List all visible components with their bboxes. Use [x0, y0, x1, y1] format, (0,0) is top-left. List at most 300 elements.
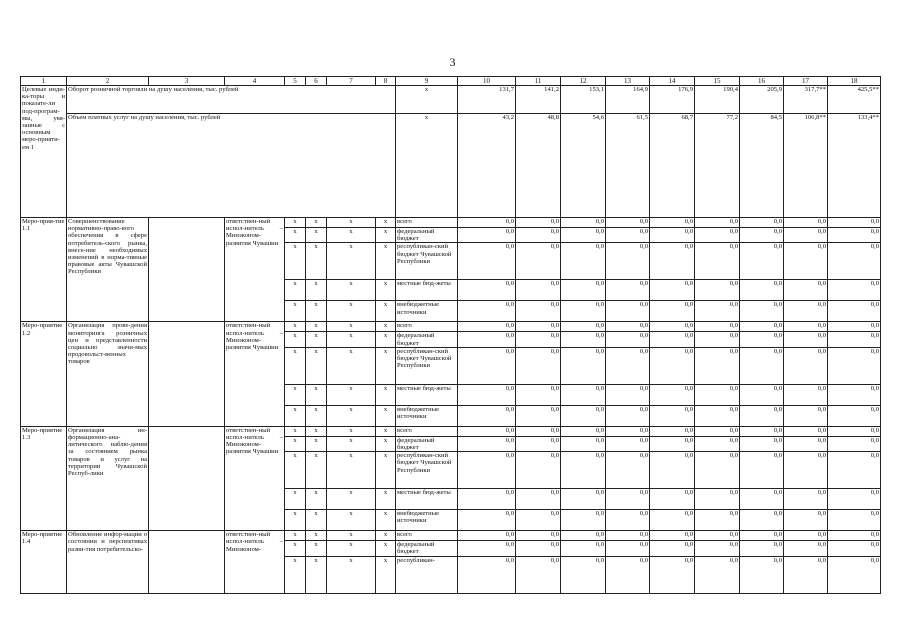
code-mark: x — [327, 510, 376, 531]
funding-source: федеральный бюджет — [396, 228, 458, 243]
activity-empty-cell — [149, 426, 225, 530]
funding-value: 0,0 — [650, 322, 695, 332]
funding-value: 0,0 — [828, 228, 881, 243]
funding-value: 0,0 — [516, 347, 561, 384]
funding-value: 0,0 — [695, 452, 740, 489]
code-mark: x — [327, 436, 376, 451]
funding-value: 0,0 — [695, 556, 740, 593]
funding-value: 0,0 — [561, 541, 606, 556]
activity-title: Совершенствование нормативно-право-вого обеспечения в сфере потребитель-ского рынка, внесе-ние необходимых изменений в норма-тивные правовые акты Чувашской Республики — [67, 218, 149, 322]
code-mark: x — [327, 489, 376, 510]
funding-source: федеральный бюджет — [396, 436, 458, 451]
funding-value: 0,0 — [606, 531, 650, 541]
code-mark: x — [376, 384, 396, 405]
column-number-row — [21, 77, 881, 86]
column-number: 8 — [376, 77, 396, 86]
indicator-value: 141,2 — [516, 86, 561, 114]
code-mark: x — [306, 452, 327, 489]
funding-value: 0,0 — [458, 347, 516, 384]
funding-value: 0,0 — [561, 243, 606, 280]
funding-value: 0,0 — [606, 384, 650, 405]
activity-title: Организация прове-дения мониторинга розничных цен и представленности социально значи-мых продовольст-венных товаров — [67, 322, 149, 426]
code-mark: x — [285, 556, 306, 593]
activity-title: Обновление инфор-мации о состоянии и перспективах разви-тия потребительско- — [67, 531, 149, 593]
column-number: 13 — [606, 77, 650, 86]
funding-value: 0,0 — [784, 405, 828, 426]
funding-value: 0,0 — [740, 228, 784, 243]
funding-value: 0,0 — [606, 405, 650, 426]
funding-value: 0,0 — [828, 541, 881, 556]
funding-value: 0,0 — [828, 510, 881, 531]
code-mark: x — [327, 243, 376, 280]
funding-value: 0,0 — [828, 452, 881, 489]
indicator-value: 317,7** — [784, 86, 828, 114]
funding-value: 0,0 — [784, 384, 828, 405]
funding-value: 0,0 — [828, 332, 881, 347]
code-mark: x — [306, 218, 327, 228]
funding-value: 0,0 — [650, 384, 695, 405]
funding-value: 0,0 — [784, 301, 828, 322]
code-mark: x — [306, 332, 327, 347]
funding-value: 0,0 — [740, 405, 784, 426]
code-mark: x — [376, 405, 396, 426]
code-mark: x — [306, 531, 327, 541]
funding-value: 0,0 — [784, 531, 828, 541]
code-mark: x — [327, 218, 376, 228]
funding-source: федеральный бюджет — [396, 541, 458, 556]
code-mark: x — [376, 347, 396, 384]
funding-source: местные бюд-жеты — [396, 384, 458, 405]
funding-value: 0,0 — [606, 301, 650, 322]
funding-value: 0,0 — [516, 228, 561, 243]
funding-value: 0,0 — [458, 436, 516, 451]
funding-value: 0,0 — [561, 218, 606, 228]
funding-value: 0,0 — [561, 347, 606, 384]
funding-value: 0,0 — [516, 405, 561, 426]
code-mark: x — [306, 556, 327, 593]
funding-value: 0,0 — [695, 322, 740, 332]
column-number: 6 — [306, 77, 327, 86]
funding-value: 0,0 — [561, 301, 606, 322]
funding-value: 0,0 — [695, 436, 740, 451]
funding-source: республикан-ский бюджет Чувашской Республики — [396, 243, 458, 280]
funding-value: 0,0 — [650, 280, 695, 301]
funding-value: 0,0 — [606, 510, 650, 531]
funding-value: 0,0 — [650, 489, 695, 510]
indicator-value: 61,5 — [606, 114, 650, 218]
funding-value: 0,0 — [784, 452, 828, 489]
code-mark: x — [376, 452, 396, 489]
page-number: 3 — [449, 55, 456, 69]
code-mark: x — [376, 322, 396, 332]
indicator-value: 68,7 — [650, 114, 695, 218]
funding-source: республикан- — [396, 556, 458, 593]
funding-value: 0,0 — [650, 426, 695, 436]
code-mark: x — [306, 541, 327, 556]
code-mark: x — [376, 426, 396, 436]
funding-value: 0,0 — [740, 489, 784, 510]
funding-value: 0,0 — [784, 243, 828, 280]
activity-label: Меро-приятие 1.4 — [21, 531, 67, 593]
indicator-value: 190,4 — [695, 86, 740, 114]
funding-source: федеральный бюджет — [396, 332, 458, 347]
funding-value: 0,0 — [740, 301, 784, 322]
code-mark: x — [306, 510, 327, 531]
funding-value: 0,0 — [740, 280, 784, 301]
funding-value: 0,0 — [606, 426, 650, 436]
funding-value: 0,0 — [650, 347, 695, 384]
funding-value: 0,0 — [650, 405, 695, 426]
column-number: 1 — [21, 77, 67, 86]
funding-value: 0,0 — [784, 347, 828, 384]
code-mark: x — [327, 541, 376, 556]
funding-value: 0,0 — [561, 228, 606, 243]
funding-value: 0,0 — [828, 347, 881, 384]
funding-value: 0,0 — [606, 218, 650, 228]
funding-source: всего — [396, 426, 458, 436]
code-mark: x — [306, 347, 327, 384]
code-mark: x — [376, 218, 396, 228]
code-mark: x — [327, 452, 376, 489]
funding-value: 0,0 — [695, 384, 740, 405]
indicator-value: 77,2 — [695, 114, 740, 218]
funding-value: 0,0 — [606, 243, 650, 280]
funding-value: 0,0 — [695, 243, 740, 280]
code-mark: x — [306, 243, 327, 280]
code-mark: x — [306, 405, 327, 426]
activity-label: Меро-приятие 1.3 — [21, 426, 67, 530]
indicator-value: 164,9 — [606, 86, 650, 114]
column-number: 5 — [285, 77, 306, 86]
funding-row — [21, 218, 881, 228]
funding-value: 0,0 — [740, 384, 784, 405]
funding-value: 0,0 — [740, 347, 784, 384]
funding-value: 0,0 — [458, 384, 516, 405]
funding-value: 0,0 — [650, 243, 695, 280]
code-mark: x — [327, 280, 376, 301]
funding-value: 0,0 — [561, 556, 606, 593]
column-number: 4 — [225, 77, 285, 86]
code-mark: x — [376, 541, 396, 556]
funding-value: 0,0 — [828, 218, 881, 228]
funding-value: 0,0 — [784, 436, 828, 451]
funding-value: 0,0 — [516, 332, 561, 347]
funding-value: 0,0 — [650, 436, 695, 451]
funding-source: республикан-ский бюджет Чувашской Республики — [396, 347, 458, 384]
funding-value: 0,0 — [828, 384, 881, 405]
funding-value: 0,0 — [784, 218, 828, 228]
funding-value: 0,0 — [516, 322, 561, 332]
funding-value: 0,0 — [784, 322, 828, 332]
activity-title: Организация ин-формационно-ана-литического наблю-дения за состоянием рынка товаров и услуг на территории Чувашской Респуб-лики — [67, 426, 149, 530]
funding-value: 0,0 — [740, 218, 784, 228]
code-mark: x — [306, 228, 327, 243]
funding-value: 0,0 — [458, 405, 516, 426]
code-mark: x — [327, 347, 376, 384]
activity-responsible: ответствен-ный испол-нитель – Минэконом-развития Чувашии — [225, 426, 285, 530]
code-mark: x — [306, 384, 327, 405]
code-mark: x — [376, 332, 396, 347]
indicator-value: 205,9 — [740, 86, 784, 114]
funding-value: 0,0 — [516, 384, 561, 405]
funding-value: 0,0 — [650, 510, 695, 531]
funding-value: 0,0 — [828, 531, 881, 541]
funding-value: 0,0 — [561, 531, 606, 541]
funding-value: 0,0 — [458, 556, 516, 593]
funding-value: 0,0 — [695, 228, 740, 243]
code-mark: x — [327, 531, 376, 541]
funding-value: 0,0 — [516, 301, 561, 322]
targets-label: Целевые инди-ка-торы и показате-ли под-програм-мы, увя-занные с основным меро-прияти-ем 1 — [21, 86, 67, 218]
funding-value: 0,0 — [695, 489, 740, 510]
indicator-value: 133,4** — [828, 114, 881, 218]
funding-source: всего — [396, 531, 458, 541]
indicator-value: 131,7 — [458, 86, 516, 114]
code-mark: x — [376, 531, 396, 541]
funding-value: 0,0 — [516, 280, 561, 301]
code-mark: x — [306, 436, 327, 451]
code-mark: x — [327, 301, 376, 322]
funding-value: 0,0 — [740, 436, 784, 451]
code-mark: x — [327, 426, 376, 436]
funding-value: 0,0 — [516, 510, 561, 531]
funding-value: 0,0 — [650, 301, 695, 322]
funding-row — [21, 531, 881, 541]
funding-value: 0,0 — [695, 301, 740, 322]
funding-value: 0,0 — [650, 218, 695, 228]
funding-value: 0,0 — [516, 243, 561, 280]
target-indicator-row — [21, 114, 881, 218]
funding-value: 0,0 — [561, 332, 606, 347]
funding-source: местные бюд-жеты — [396, 489, 458, 510]
funding-source: внебюджетные источники — [396, 405, 458, 426]
funding-value: 0,0 — [561, 405, 606, 426]
funding-value: 0,0 — [561, 452, 606, 489]
activity-empty-cell — [149, 531, 225, 593]
funding-value: 0,0 — [606, 347, 650, 384]
code-mark: x — [285, 243, 306, 280]
code-mark: x — [285, 452, 306, 489]
code-mark: x — [285, 436, 306, 451]
funding-value: 0,0 — [606, 332, 650, 347]
indicator-value: 43,2 — [458, 114, 516, 218]
funding-value: 0,0 — [458, 301, 516, 322]
funding-value: 0,0 — [458, 280, 516, 301]
funding-value: 0,0 — [561, 426, 606, 436]
funding-value: 0,0 — [828, 301, 881, 322]
funding-value: 0,0 — [828, 436, 881, 451]
indicator-value: 84,5 — [740, 114, 784, 218]
funding-value: 0,0 — [828, 243, 881, 280]
funding-value: 0,0 — [516, 489, 561, 510]
column-number: 18 — [828, 77, 881, 86]
code-mark: x — [285, 322, 306, 332]
funding-value: 0,0 — [784, 228, 828, 243]
program-table — [20, 76, 881, 594]
code-mark: x — [306, 301, 327, 322]
funding-value: 0,0 — [740, 556, 784, 593]
indicator-mark: x — [396, 86, 458, 114]
code-mark: x — [285, 332, 306, 347]
funding-value: 0,0 — [784, 556, 828, 593]
funding-value: 0,0 — [740, 426, 784, 436]
funding-value: 0,0 — [458, 452, 516, 489]
code-mark: x — [327, 228, 376, 243]
funding-value: 0,0 — [458, 541, 516, 556]
funding-value: 0,0 — [784, 510, 828, 531]
code-mark: x — [327, 384, 376, 405]
indicator-value: 425,5** — [828, 86, 881, 114]
funding-value: 0,0 — [516, 218, 561, 228]
funding-value: 0,0 — [740, 332, 784, 347]
funding-value: 0,0 — [828, 426, 881, 436]
funding-source: всего — [396, 218, 458, 228]
target-indicator-row — [21, 86, 881, 114]
code-mark: x — [285, 347, 306, 384]
code-mark: x — [306, 426, 327, 436]
funding-value: 0,0 — [695, 347, 740, 384]
funding-value: 0,0 — [740, 531, 784, 541]
activity-empty-cell — [149, 322, 225, 426]
funding-value: 0,0 — [606, 541, 650, 556]
indicator-value: 48,8 — [516, 114, 561, 218]
code-mark: x — [285, 280, 306, 301]
column-number: 2 — [67, 77, 149, 86]
column-number: 7 — [327, 77, 376, 86]
funding-value: 0,0 — [740, 243, 784, 280]
funding-value: 0,0 — [740, 322, 784, 332]
funding-value: 0,0 — [650, 541, 695, 556]
code-mark: x — [285, 426, 306, 436]
funding-value: 0,0 — [695, 426, 740, 436]
code-mark: x — [285, 531, 306, 541]
funding-value: 0,0 — [828, 405, 881, 426]
funding-value: 0,0 — [606, 280, 650, 301]
funding-value: 0,0 — [740, 541, 784, 556]
column-number: 17 — [784, 77, 828, 86]
column-number: 14 — [650, 77, 695, 86]
funding-value: 0,0 — [606, 322, 650, 332]
funding-value: 0,0 — [606, 556, 650, 593]
code-mark: x — [285, 541, 306, 556]
funding-value: 0,0 — [458, 322, 516, 332]
funding-value: 0,0 — [828, 489, 881, 510]
funding-value: 0,0 — [650, 452, 695, 489]
indicator-value: 54,6 — [561, 114, 606, 218]
funding-source: всего — [396, 322, 458, 332]
funding-value: 0,0 — [516, 426, 561, 436]
funding-value: 0,0 — [695, 531, 740, 541]
activity-responsible: ответствен-ный испол-нитель – Минэконом-развития Чувашии — [225, 218, 285, 322]
column-number: 10 — [458, 77, 516, 86]
funding-value: 0,0 — [458, 243, 516, 280]
activity-responsible: ответствен-ный испол-нитель – Минэконом-развития Чувашии — [225, 322, 285, 426]
indicator-value: 106,8** — [784, 114, 828, 218]
indicator-mark: x — [396, 114, 458, 218]
activity-label: Меро-прия-тие 1.1 — [21, 218, 67, 322]
funding-value: 0,0 — [695, 510, 740, 531]
funding-value: 0,0 — [784, 332, 828, 347]
funding-value: 0,0 — [695, 218, 740, 228]
funding-value: 0,0 — [784, 489, 828, 510]
code-mark: x — [306, 280, 327, 301]
funding-value: 0,0 — [695, 541, 740, 556]
funding-value: 0,0 — [828, 280, 881, 301]
activity-label: Меро-приятие 1.2 — [21, 322, 67, 426]
code-mark: x — [376, 301, 396, 322]
code-mark: x — [376, 228, 396, 243]
funding-value: 0,0 — [740, 510, 784, 531]
code-mark: x — [285, 218, 306, 228]
funding-value: 0,0 — [516, 556, 561, 593]
funding-value: 0,0 — [561, 436, 606, 451]
code-mark: x — [376, 280, 396, 301]
funding-row — [21, 322, 881, 332]
funding-value: 0,0 — [606, 452, 650, 489]
code-mark: x — [306, 489, 327, 510]
code-mark: x — [376, 489, 396, 510]
column-number: 16 — [740, 77, 784, 86]
code-mark: x — [285, 489, 306, 510]
indicator-value: 153,1 — [561, 86, 606, 114]
funding-value: 0,0 — [828, 556, 881, 593]
funding-value: 0,0 — [516, 436, 561, 451]
code-mark: x — [285, 301, 306, 322]
funding-value: 0,0 — [650, 228, 695, 243]
code-mark: x — [327, 322, 376, 332]
funding-value: 0,0 — [458, 218, 516, 228]
code-mark: x — [376, 510, 396, 531]
column-number: 9 — [396, 77, 458, 86]
column-number: 11 — [516, 77, 561, 86]
funding-value: 0,0 — [606, 228, 650, 243]
funding-value: 0,0 — [784, 426, 828, 436]
code-mark: x — [285, 228, 306, 243]
code-mark: x — [376, 243, 396, 280]
funding-value: 0,0 — [458, 531, 516, 541]
code-mark: x — [376, 436, 396, 451]
funding-source: внебюджетные источники — [396, 301, 458, 322]
indicator-name: Оборот розничной торговли на душу населения, тыс. рублей — [67, 86, 396, 114]
funding-value: 0,0 — [828, 322, 881, 332]
column-number: 12 — [561, 77, 606, 86]
funding-value: 0,0 — [695, 280, 740, 301]
funding-value: 0,0 — [740, 452, 784, 489]
funding-value: 0,0 — [561, 489, 606, 510]
funding-value: 0,0 — [561, 384, 606, 405]
indicator-name: Объем платных услуг на душу населения, тыс. рублей — [67, 114, 396, 218]
funding-value: 0,0 — [606, 489, 650, 510]
funding-value: 0,0 — [458, 332, 516, 347]
code-mark: x — [327, 405, 376, 426]
funding-value: 0,0 — [458, 489, 516, 510]
funding-value: 0,0 — [516, 531, 561, 541]
funding-source: внебюджетные источники — [396, 510, 458, 531]
funding-value: 0,0 — [561, 280, 606, 301]
funding-source: местные бюд-жеты — [396, 280, 458, 301]
funding-value: 0,0 — [695, 405, 740, 426]
funding-value: 0,0 — [650, 531, 695, 541]
code-mark: x — [285, 384, 306, 405]
funding-value: 0,0 — [606, 436, 650, 451]
activity-empty-cell — [149, 218, 225, 322]
funding-row — [21, 426, 881, 436]
funding-value: 0,0 — [458, 426, 516, 436]
funding-value: 0,0 — [561, 322, 606, 332]
column-number: 15 — [695, 77, 740, 86]
code-mark: x — [376, 556, 396, 593]
activity-responsible: ответствен-ный испол-нитель – Минэконом- — [225, 531, 285, 593]
